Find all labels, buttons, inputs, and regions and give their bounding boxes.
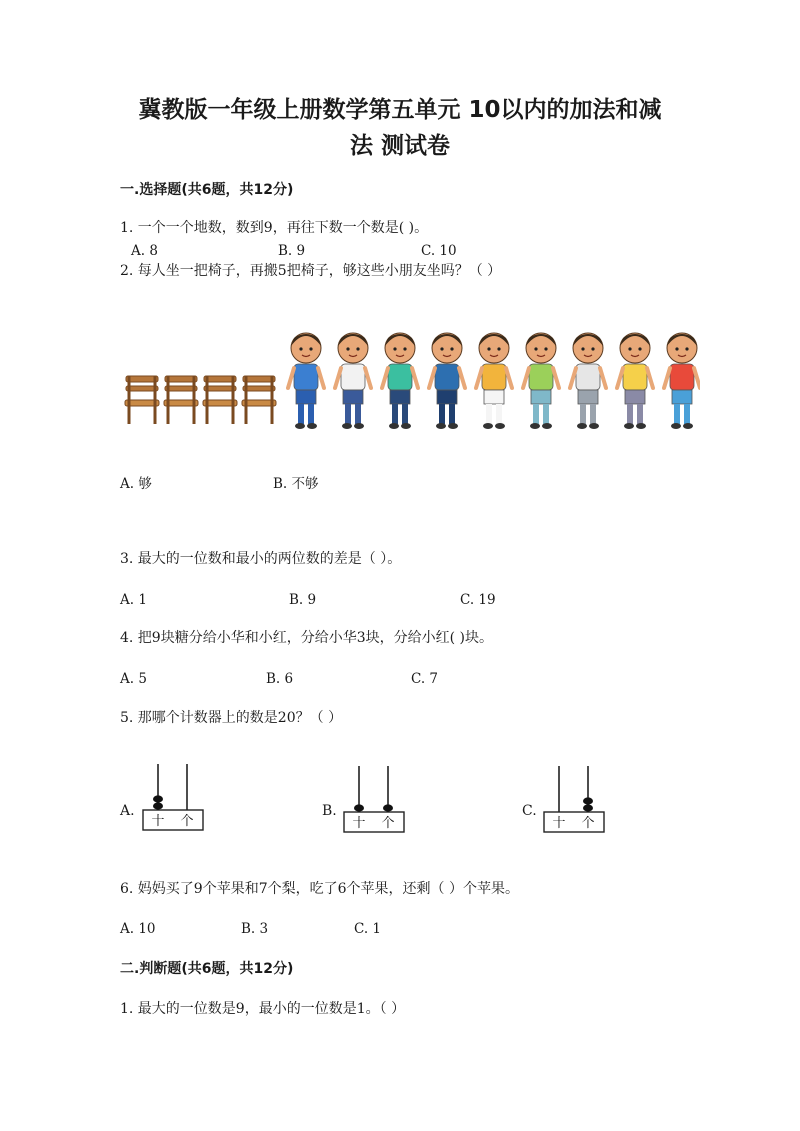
child-figure	[664, 333, 700, 429]
tens-bead	[354, 804, 364, 811]
children-group	[288, 333, 700, 429]
title-line-2: 法 测试卷	[349, 133, 450, 159]
question-3-option-b: B. 9	[289, 592, 317, 608]
chair-icon	[242, 376, 276, 424]
child-figure	[335, 333, 371, 429]
question-1-option-a: A. 8	[131, 243, 158, 259]
question-2-option-b: B. 不够	[273, 476, 319, 492]
question-1-option-b: B. 9	[278, 243, 306, 259]
question-2-option-a: A. 够	[120, 476, 152, 492]
ones-column-label: 个	[381, 816, 395, 831]
question-2: 2. 每人坐一把椅子，再搬5把椅子，够这些小朋友坐吗？（ ）	[120, 263, 502, 279]
chair-icon	[164, 376, 198, 424]
child-figure	[288, 333, 324, 429]
chair-icon	[203, 376, 237, 424]
ones-column-label: 个	[180, 814, 194, 829]
question-4: 4. 把9块糖分给小华和小红，分给小华3块，分给小红( )块。	[120, 630, 493, 646]
chair-icon	[125, 376, 159, 424]
title-line-1: 冀教版一年级上册数学第五单元 10以内的加法和减	[138, 97, 662, 123]
question-4-option-b: B. 6	[266, 671, 294, 687]
tens-column-label: 十	[151, 814, 165, 829]
abacus-b	[341, 762, 407, 840]
child-figure	[570, 333, 606, 429]
question-4-option-a: A. 5	[120, 671, 147, 687]
question-4-option-c: C. 7	[411, 671, 439, 687]
child-figure	[382, 333, 418, 429]
ones-bead	[383, 804, 393, 811]
tens-column-label: 十	[552, 816, 566, 831]
tens-bead	[153, 795, 163, 802]
child-figure	[523, 333, 559, 429]
child-figure	[617, 333, 653, 429]
abacus-c-label: C.	[522, 803, 537, 819]
question-6-option-a: A. 10	[120, 921, 156, 937]
question-1: 1. 一个一个地数，数到9，再往下数一个数是( )。	[120, 220, 429, 236]
child-figure	[429, 333, 465, 429]
question-3-option-a: A. 1	[120, 592, 147, 608]
tens-column-label: 十	[352, 816, 366, 831]
abacus-a	[140, 760, 206, 838]
chairs-and-children-illustration	[120, 318, 700, 438]
question-6: 6. 妈妈买了9个苹果和7个梨，吃了6个苹果，还剩（ ）个苹果。	[120, 881, 519, 897]
ones-bead	[583, 797, 593, 804]
question-5: 5. 那哪个计数器上的数是20？（ ）	[120, 710, 343, 726]
section-heading-judgement: 二.判断题(共6题，共12分)	[120, 961, 294, 977]
question-6-option-c: C. 1	[354, 921, 382, 937]
judgement-1: 1. 最大的一位数是9，最小的一位数是1。（ ）	[120, 1001, 406, 1017]
page-title	[80, 92, 720, 164]
question-1-option-c: C. 10	[421, 243, 457, 259]
ones-bead	[583, 804, 593, 811]
question-3: 3. 最大的一位数和最小的两位数的差是（ ）。	[120, 551, 402, 567]
abacus-c	[541, 762, 607, 840]
ones-column-label: 个	[581, 816, 595, 831]
question-6-option-b: B. 3	[241, 921, 269, 937]
child-figure	[476, 333, 512, 429]
question-3-option-c: C. 19	[460, 592, 496, 608]
abacus-a-label: A.	[120, 803, 135, 819]
abacus-b-label: B.	[322, 803, 337, 819]
chairs-group	[125, 376, 276, 424]
tens-bead	[153, 802, 163, 809]
section-heading-choice: 一.选择题(共6题，共12分)	[120, 182, 294, 198]
